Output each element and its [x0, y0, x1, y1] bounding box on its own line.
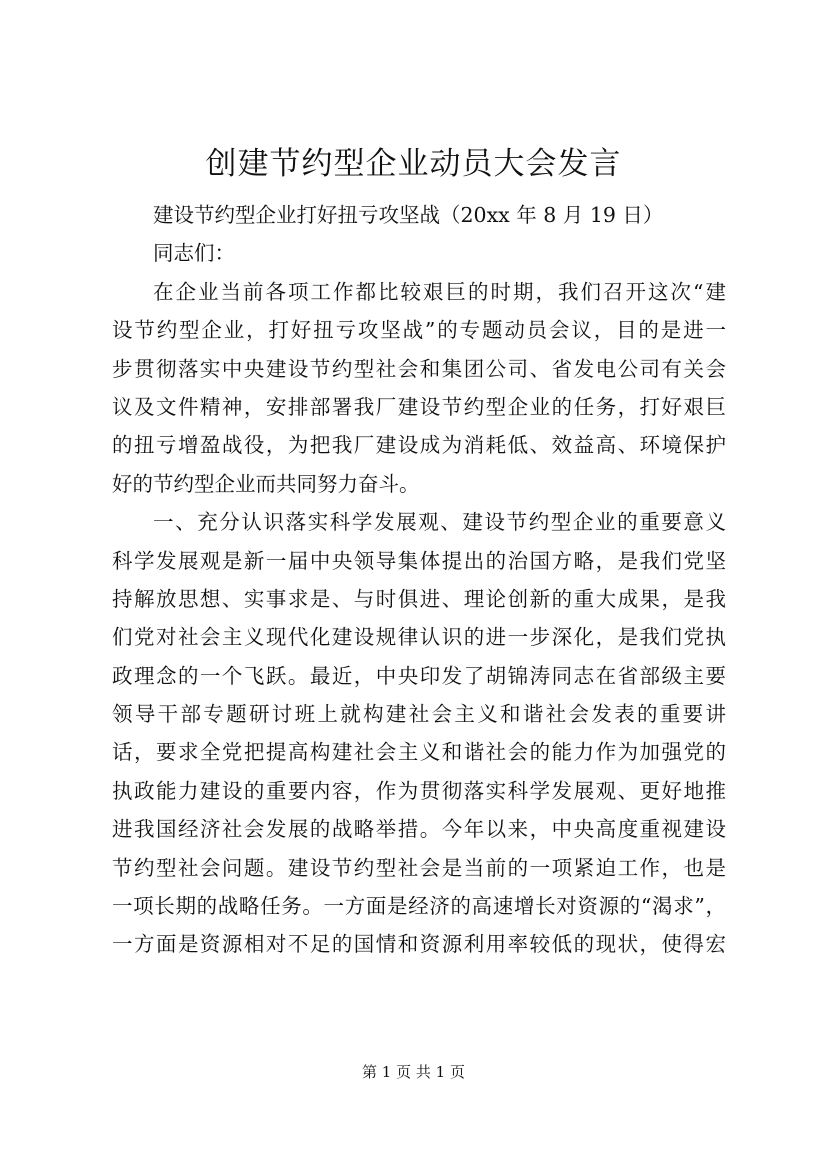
- text-line: 同志们：: [153, 241, 235, 266]
- document-body: [112, 196, 726, 964]
- text-line: 进我国经济社会发展的战略举措。今年以来，中央高度重视建设: [112, 817, 726, 842]
- text-line: 一、充分认识落实科学发展观、建设节约型企业的重要意义: [153, 510, 726, 535]
- document-title: 创建节约型企业动员大会发言: [205, 146, 622, 182]
- page-footer: 第 1 页 共 1 页: [362, 1063, 465, 1081]
- text-line: 政理念的一个飞跃。最近，中央印发了胡锦涛同志在省部级主要: [112, 663, 726, 688]
- text-line: 一项长期的战略任务。一方面是经济的高速增长对资源的“渴求”，: [112, 894, 726, 919]
- text-line: 建设节约型企业打好扭亏攻坚战（20xx 年 8 月 19 日）: [153, 203, 664, 227]
- text-line: 步贯彻落实中央建设节约型社会和集团公司、省发电公司有关会: [112, 356, 726, 381]
- text-line: 执政能力建设的重要内容，作为贯彻落实科学发展观、更好地推: [112, 778, 726, 803]
- text-line: 科学发展观是新一届中央领导集体提出的治国方略，是我们党坚: [112, 548, 726, 573]
- text-line: 话，要求全党把提高构建社会主义和谐社会的能力作为加强党的: [112, 740, 726, 765]
- text-line: 们党对社会主义现代化建设规律认识的进一步深化，是我们党执: [112, 625, 726, 650]
- text-line: 节约型社会问题。建设节约型社会是当前的一项紧迫工作，也是: [112, 855, 726, 880]
- text-line: 议及文件精神，安排部署我厂建设节约型企业的任务，打好艰巨: [112, 394, 726, 419]
- text-line: 设节约型企业，打好扭亏攻坚战”的专题动员会议，目的是进一: [112, 318, 726, 343]
- text-line: 一方面是资源相对不足的国情和资源利用率较低的现状，使得宏: [112, 932, 726, 957]
- text-line: 领导干部专题研讨班上就构建社会主义和谐社会发表的重要讲: [112, 702, 726, 727]
- text-line: 持解放思想、实事求是、与时俱进、理论创新的重大成果，是我: [112, 586, 726, 611]
- text-line: 的扭亏增盈战役，为把我厂建设成为消耗低、效益高、环境保护: [112, 433, 726, 458]
- text-line: 好的节约型企业而共同努力奋斗。: [112, 471, 420, 496]
- text-line: 在企业当前各项工作都比较艰巨的时期，我们召开这次“建: [153, 279, 726, 304]
